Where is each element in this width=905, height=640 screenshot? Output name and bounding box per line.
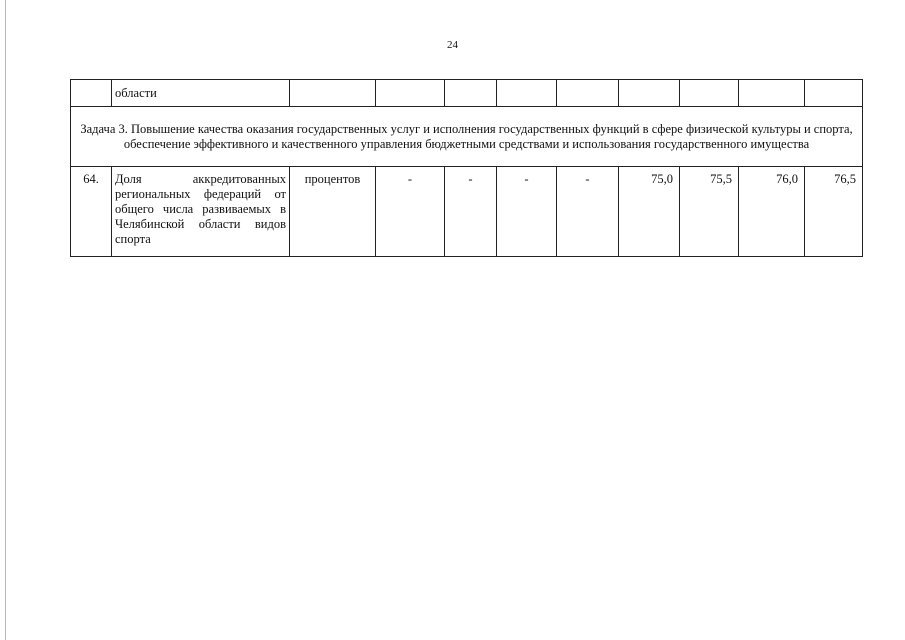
cell-value <box>445 80 497 107</box>
value-cell: - <box>497 167 557 257</box>
cell-value <box>680 80 739 107</box>
cell-value <box>739 80 805 107</box>
indicator-name: Доля аккредитованных региональных федераций от общего числа развиваемых в Челябинской области видов спорта <box>112 167 290 257</box>
value-cell: 75,5 <box>680 167 739 257</box>
table-row <box>71 167 863 257</box>
value-cell: - <box>445 167 497 257</box>
row-number: 64. <box>71 167 112 257</box>
page-number: 24 <box>447 39 458 51</box>
value-cell: 76,0 <box>739 167 805 257</box>
cell-value <box>557 80 619 107</box>
value-cell: - <box>376 167 445 257</box>
cell-unit <box>290 80 376 107</box>
cell-value <box>376 80 445 107</box>
unit-of-measure: процентов <box>290 167 376 257</box>
cell-number <box>71 80 112 107</box>
page-left-edge <box>5 0 6 640</box>
cell-value <box>619 80 680 107</box>
value-cell: 75,0 <box>619 167 680 257</box>
task-heading: Задача 3. Повышение качества оказания государственных услуг и исполнения государственных функций в сфере физической культуры и спорта, обеспечение эффективного и качественного управления бюджетными средствами и использования государственного имущества <box>71 107 863 167</box>
task-row <box>71 107 863 167</box>
value-cell: - <box>557 167 619 257</box>
cell-value <box>805 80 863 107</box>
indicators-table <box>70 79 863 257</box>
cell-name: области <box>112 80 290 107</box>
cell-value <box>497 80 557 107</box>
continuation-row <box>71 80 863 107</box>
value-cell: 76,5 <box>805 167 863 257</box>
